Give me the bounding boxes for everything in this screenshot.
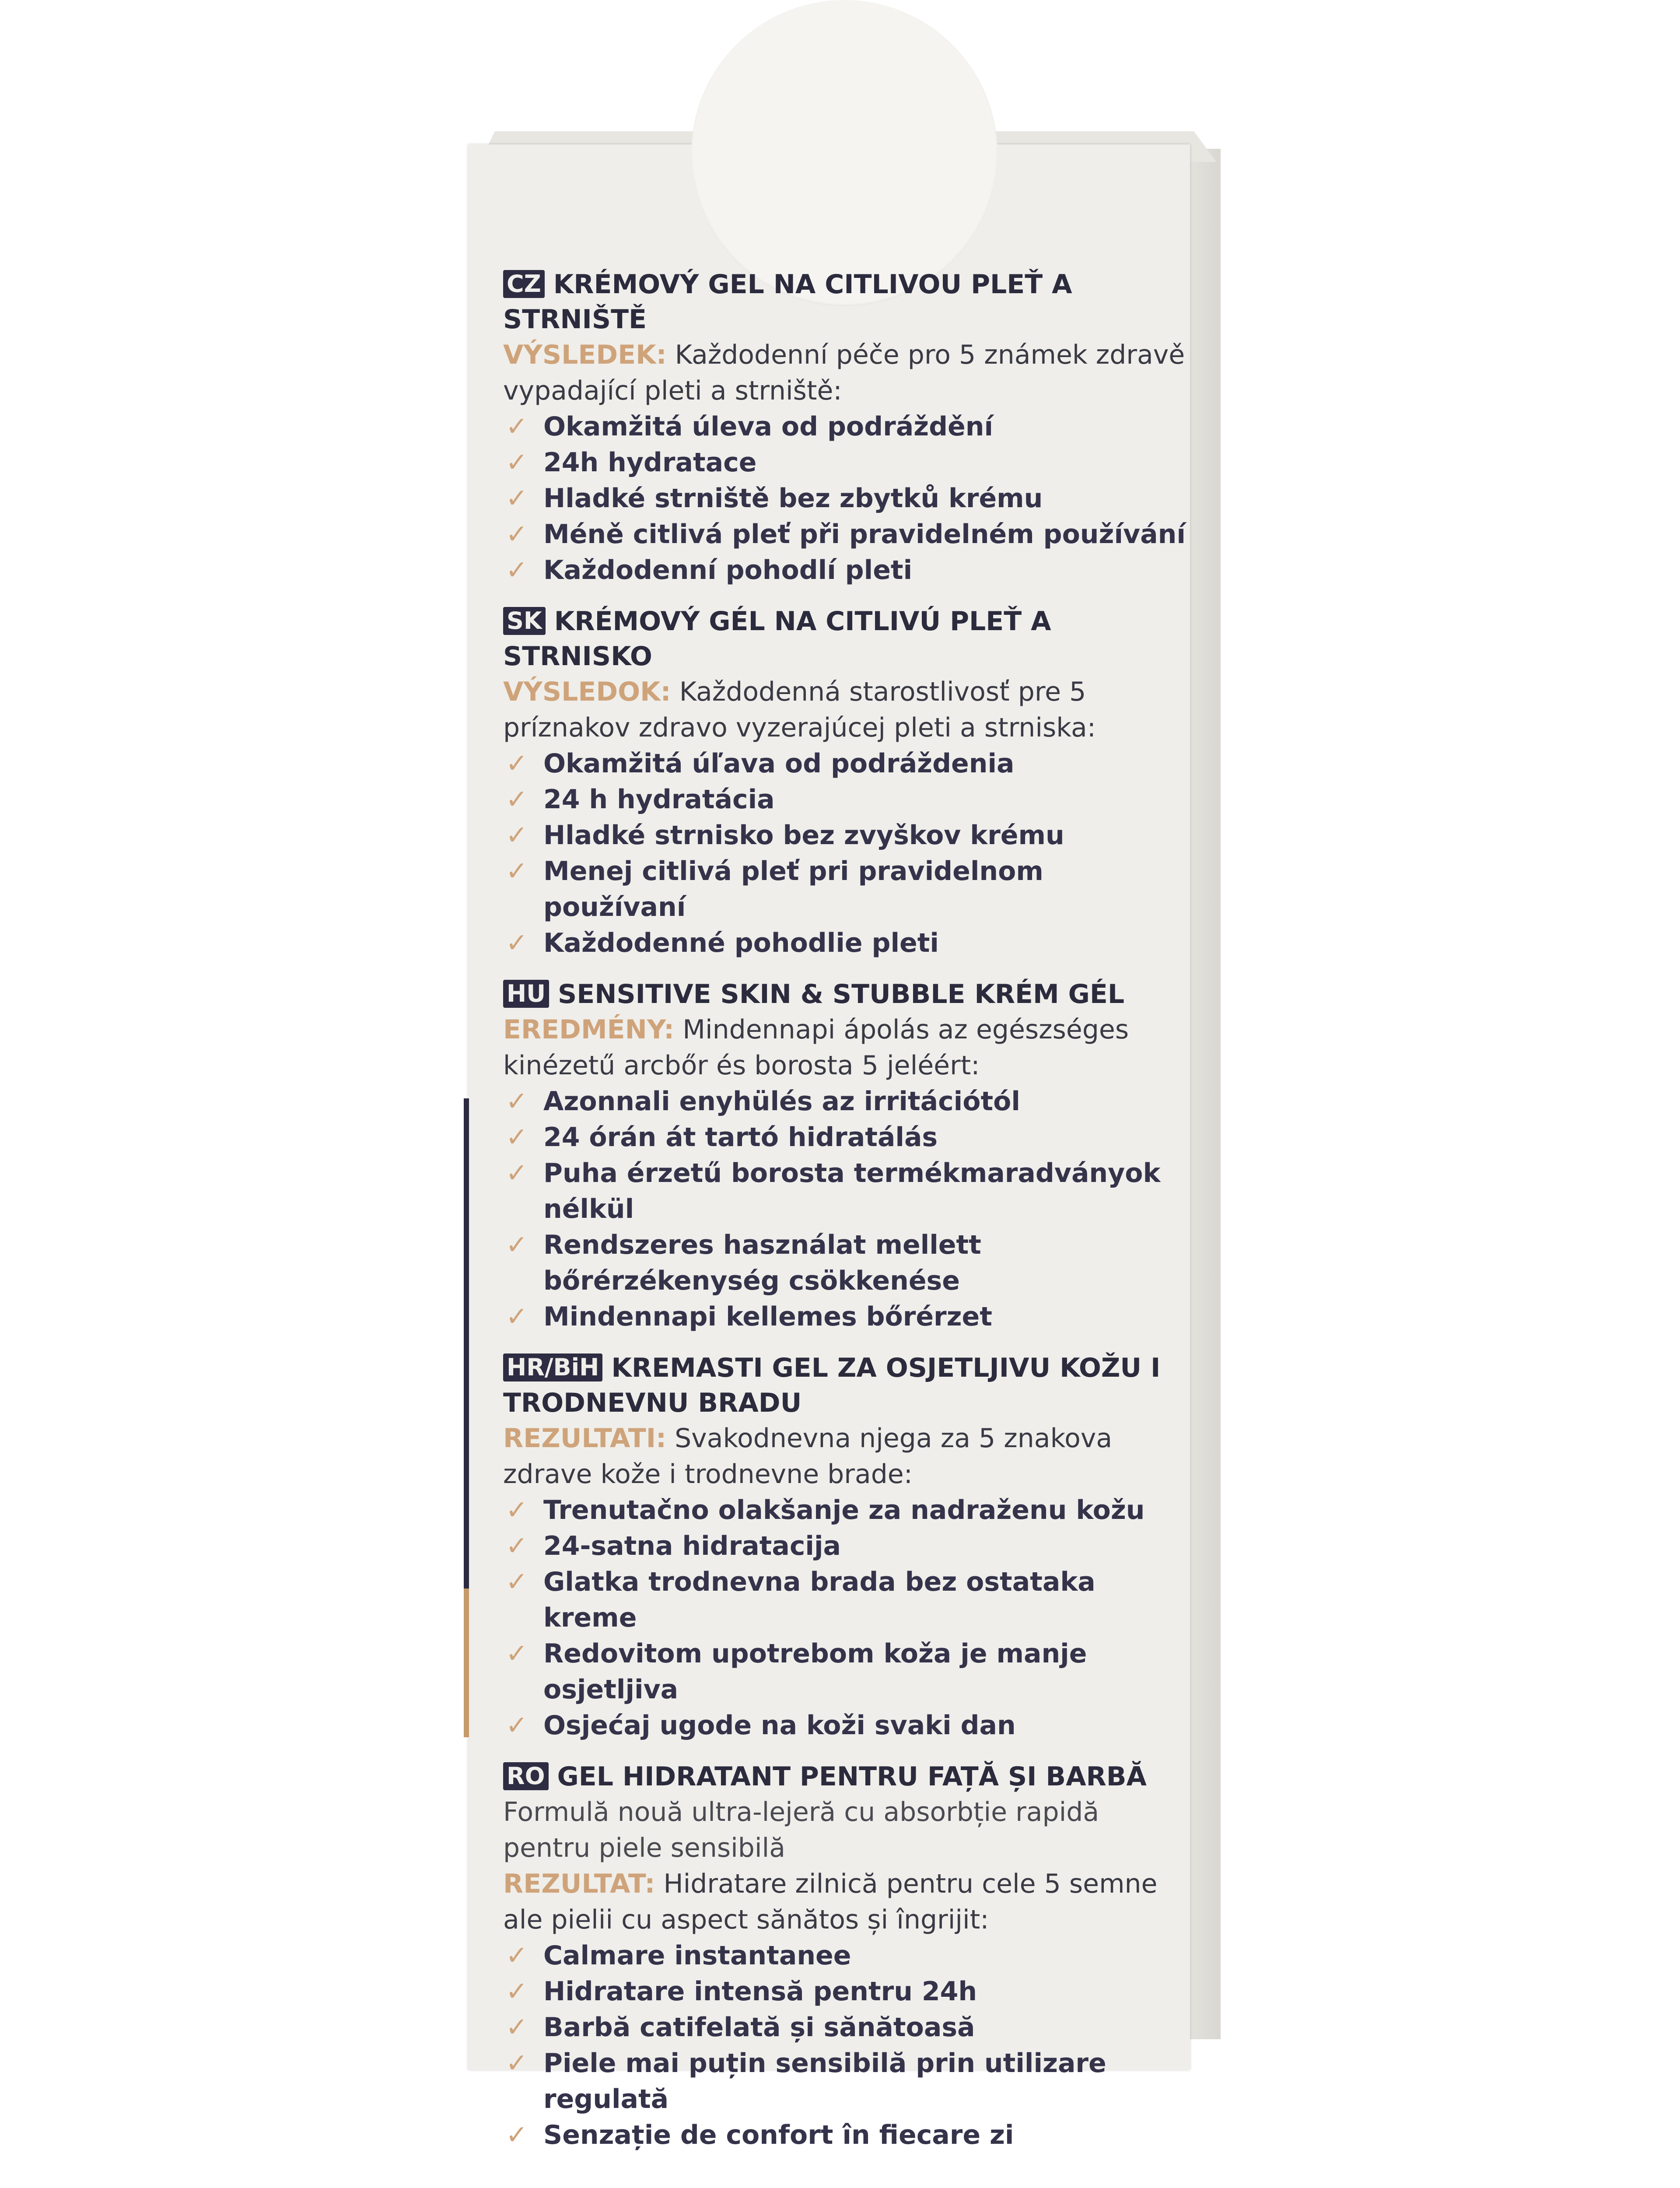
check-icon: ✓: [506, 1567, 528, 1597]
check-icon: ✓: [506, 1122, 528, 1153]
result-label: REZULTATI:: [503, 1423, 667, 1454]
benefit-list: [503, 1938, 1186, 2153]
check-icon: ✓: [506, 748, 528, 779]
list-item: ✓ Senzație de confort în fiecare zi: [503, 2117, 1186, 2153]
list-item: ✓ Glatka trodnevna brada bez ostataka kreme: [503, 1564, 1186, 1636]
check-icon: ✓: [506, 2120, 528, 2150]
list-item: ✓ Trenutačno olakšanje za nadraženu kožu: [503, 1492, 1186, 1528]
section-hu: [503, 977, 1186, 1335]
list-item: ✓ Okamžitá úleva od podráždění: [503, 409, 1186, 445]
check-icon: ✓: [506, 1086, 528, 1117]
check-icon: ✓: [506, 555, 528, 586]
list-item: ✓ Každodenné pohodlie pleti: [503, 925, 1186, 961]
list-item: ✓ Hidratare intensă pentru 24h: [503, 1974, 1186, 2009]
result-line: [503, 337, 1186, 409]
language-badge: RO: [503, 1762, 549, 1790]
check-icon: ✓: [506, 1710, 528, 1741]
result-text: Hidratare zilnică pentru cele 5 semne ale pielii cu aspect sănătos și îngrijit:: [503, 1869, 1158, 1935]
check-icon: ✓: [506, 519, 528, 550]
check-icon: ✓: [506, 1976, 528, 2007]
list-item: ✓ Hladké strnisko bez zvyškov krému: [503, 817, 1186, 853]
result-label: EREDMÉNY:: [503, 1014, 675, 1045]
label-text: [503, 267, 1186, 2169]
box-edge-dark-strip: [464, 1098, 469, 1637]
benefit-list: [503, 1083, 1186, 1335]
section-title: [503, 1759, 1186, 1794]
check-icon: ✓: [506, 784, 528, 815]
section-cz: [503, 267, 1186, 588]
section-title-text: KRÉMOVÝ GÉL NA CITLIVÚ PLEŤ A STRNISKO: [503, 606, 1051, 672]
check-icon: ✓: [506, 1158, 528, 1189]
language-badge: CZ: [503, 270, 545, 298]
list-item: ✓ Azonnali enyhülés az irritációtól: [503, 1083, 1186, 1119]
result-label: REZULTAT:: [503, 1869, 655, 1899]
list-item: ✓ Mindennapi kellemes bőrérzet: [503, 1299, 1186, 1335]
benefit-list: [503, 1492, 1186, 1743]
list-item: ✓ Piele mai puțin sensibilă prin utilizare regulată: [503, 2045, 1186, 2117]
list-item: ✓ Osjećaj ugode na koži svaki dan: [503, 1708, 1186, 1743]
check-icon: ✓: [506, 856, 528, 887]
check-icon: ✓: [506, 2048, 528, 2079]
section-title: [503, 1350, 1186, 1420]
result-text: Mindennapi ápolás az egészséges kinézetű arcbőr és borosta 5 jeléért:: [503, 1014, 1129, 1081]
list-item: ✓ Každodenní pohodlí pleti: [503, 552, 1186, 588]
section-title-text: KRÉMOVÝ GEL NA CITLIVOU PLEŤ A STRNIŠTĚ: [503, 269, 1072, 335]
check-icon: ✓: [506, 2012, 528, 2043]
list-item: ✓ Calmare instantanee: [503, 1938, 1186, 1974]
result-text: Každodenní péče pro 5 známek zdravě vypadající pleti a strniště:: [503, 340, 1185, 406]
check-icon: ✓: [506, 1638, 528, 1669]
list-item: ✓ Rendszeres használat mellett bőrérzékenység csökkenése: [503, 1227, 1186, 1299]
language-badge: HR/BiH: [503, 1353, 602, 1382]
benefit-list: [503, 746, 1186, 961]
box-edge-gold-strip: [464, 1588, 469, 1737]
section-sk: [503, 604, 1186, 961]
check-icon: ✓: [506, 447, 528, 478]
list-item: ✓ 24-satna hidratacija: [503, 1528, 1186, 1564]
result-line: [503, 1420, 1186, 1492]
list-item: ✓ Méně citlivá pleť při pravidelném používání: [503, 516, 1186, 552]
box-back-panel: [468, 144, 1190, 2150]
list-item: ✓ Hladké strniště bez zbytků krému: [503, 480, 1186, 516]
section-ro: [503, 1759, 1186, 2153]
benefit-list: [503, 409, 1186, 588]
section-title: [503, 267, 1186, 337]
list-item: ✓ Okamžitá úľava od podráždenia: [503, 746, 1186, 782]
language-badge: SK: [503, 607, 546, 635]
result-line: [503, 674, 1186, 746]
result-text: Každodenná starostlivosť pre 5 príznakov zdravo vyzerajúcej pleti a strniska:: [503, 677, 1096, 743]
result-label: VÝSLEDEK:: [503, 340, 667, 370]
result-line: [503, 1012, 1186, 1083]
check-icon: ✓: [506, 1301, 528, 1332]
section-title-text: GEL HIDRATANT PENTRU FAȚĂ ȘI BARBĂ: [557, 1761, 1147, 1792]
section-hr-bih: [503, 1350, 1186, 1743]
section-title: [503, 604, 1186, 674]
section-title-text: KREMASTI GEL ZA OSJETLJIVU KOŽU I TRODNEVNU BRADU: [503, 1353, 1161, 1418]
check-icon: ✓: [506, 483, 528, 514]
list-item: ✓ 24h hydratace: [503, 445, 1186, 480]
box-top-notch: [691, 0, 998, 306]
check-icon: ✓: [506, 1230, 528, 1260]
result-text: Svakodnevna njega za 5 znakova zdrave kože i trodnevne brade:: [503, 1423, 1113, 1490]
intro-text: Formulă nouă ultra-lejeră cu absorbție rapidă pentru piele sensibilă: [503, 1797, 1099, 1863]
language-badge: HU: [503, 980, 549, 1008]
check-icon: ✓: [506, 928, 528, 958]
result-line: [503, 1866, 1186, 1938]
list-item: ✓ Puha érzetű borosta termékmaradványok nélkül: [503, 1155, 1186, 1227]
section-title-text: SENSITIVE SKIN & STUBBLE KRÉM GÉL: [558, 979, 1125, 1010]
check-icon: ✓: [506, 1531, 528, 1561]
check-icon: ✓: [506, 820, 528, 851]
check-icon: ✓: [506, 1940, 528, 1971]
section-title: [503, 977, 1186, 1012]
list-item: ✓ 24 órán át tartó hidratálás: [503, 1119, 1186, 1155]
list-item: ✓ Menej citlivá pleť pri pravidelnom používaní: [503, 853, 1186, 925]
check-icon: ✓: [506, 411, 528, 442]
check-icon: ✓: [506, 1495, 528, 1525]
result-label: VÝSLEDOK:: [503, 677, 671, 707]
list-item: ✓ 24 h hydratácia: [503, 782, 1186, 817]
list-item: ✓ Redovitom upotrebom koža je manje osjetljiva: [503, 1636, 1186, 1708]
list-item: ✓ Barbă catifelată și sănătoasă: [503, 2009, 1186, 2045]
